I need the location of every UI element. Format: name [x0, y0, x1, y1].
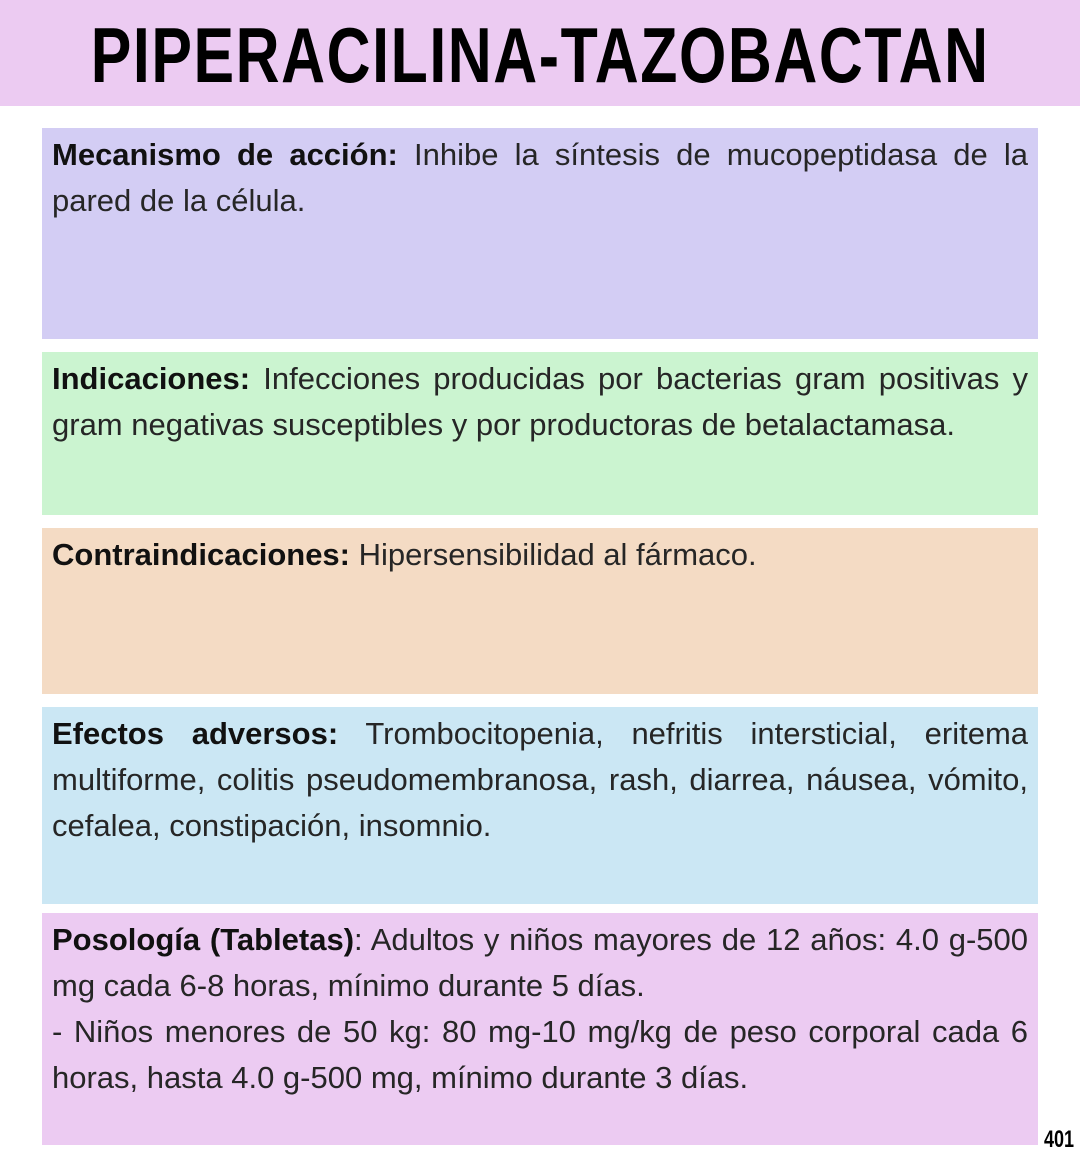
section-contraindications	[42, 528, 1038, 694]
section-label: Indicaciones:	[52, 361, 251, 396]
section-text: Hipersensibilidad al fármaco.	[350, 537, 757, 572]
title-banner	[0, 0, 1080, 106]
section-label: Contraindicaciones:	[52, 537, 350, 572]
section-text-children: - Niños menores de 50 kg: 80 mg-10 mg/kg de peso corporal cada 6 horas, hasta 4.0 g-500 mg, mínimo durante 3 días.	[52, 1014, 1028, 1095]
section-text: : Adultos y niños mayores de 12 años: 4.0 g-500 mg cada 6-8 horas, mínimo durante 5 días.	[52, 922, 1028, 1003]
section-label: Efectos adversos:	[52, 716, 339, 751]
page-title: PIPERACILINA-TAZOBACTAN	[90, 10, 990, 99]
section-label: Posología (Tabletas)	[52, 922, 355, 957]
section-dosage	[42, 913, 1038, 1145]
page-number: 401	[1043, 1126, 1074, 1153]
section-text: Inhibe la síntesis de mucopeptidasa de la pared de la célula.	[52, 137, 1028, 218]
section-mechanism	[42, 128, 1038, 339]
section-label: Mecanismo de acción:	[52, 137, 398, 172]
section-indications	[42, 352, 1038, 515]
section-text: Trombocitopenia, nefritis intersticial, eritema multiforme, colitis pseudomembranosa, rash, diarrea, náusea, vómito, cefalea, constipación, insomnio.	[52, 716, 1029, 843]
section-text: Infecciones producidas por bacterias gram positivas y gram negativas susceptibles y por productoras de betalactamasa.	[52, 361, 1028, 442]
section-adverse-effects	[42, 707, 1038, 904]
